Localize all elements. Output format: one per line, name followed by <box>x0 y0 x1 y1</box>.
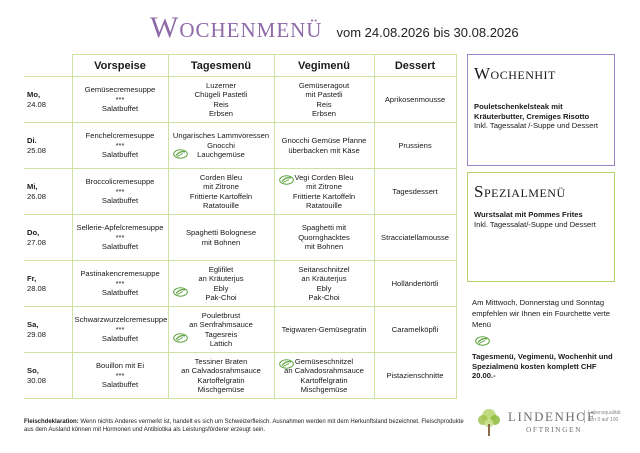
dessert-cell <box>374 215 456 261</box>
tagesmenu-cell <box>168 261 274 307</box>
tagesmenu-line: Pouletbrust <box>201 310 241 320</box>
day-name: Fr, <box>27 274 37 284</box>
tagesmenu-line: Ebly <box>213 283 229 293</box>
tagesmenu-line: Kartoffelgratin <box>197 375 245 385</box>
tagesmenu-line: Mischgemüse <box>197 384 245 394</box>
vorspeise-cell <box>72 261 168 307</box>
tagesmenu-line: Tessiner Braten <box>194 356 248 366</box>
vorspeise-line: Fenchelcremesuppe <box>85 131 155 141</box>
logo-name: LINDENHOF <box>508 409 596 424</box>
vorspeise-line: *** <box>115 370 125 380</box>
vorspeise-line: *** <box>115 186 125 196</box>
spezialmenu-extra: Inkl. Tagessalat/-Suppe und Dessert <box>474 219 596 229</box>
tagesmenu-line: Pak-Choi <box>205 292 237 302</box>
logo-tagline-2: von 0 auf 100 <box>588 416 619 423</box>
day-name: Di. <box>27 136 37 146</box>
vorspeise-line: Salatbuffet <box>101 334 139 344</box>
vorspeise-cell <box>72 307 168 353</box>
day-date: 26.08 <box>27 191 47 201</box>
day-cell <box>24 353 72 399</box>
tagesmenu-line: Gnocchi <box>207 140 235 150</box>
price-note: Tagesmenü, Vegimenü, Wochenhit und Spezialmenü kosten komplett CHF 20.00.- <box>472 352 613 381</box>
vegimenu-line: Seitanschnitzel <box>298 264 350 274</box>
vegimenu-line: Erbsen <box>311 108 337 118</box>
vorspeise-cell <box>72 353 168 399</box>
vorspeise-cell <box>72 169 168 215</box>
spezialmenu-box <box>467 172 615 282</box>
day-cell <box>24 261 72 307</box>
dessert-cell <box>374 169 456 215</box>
day-cell <box>24 307 72 353</box>
wochenhit-dish: Pouletschenkelsteak mit Kräuterbutter, Cremiges Risotto <box>474 102 590 121</box>
vorspeise-cell <box>72 215 168 261</box>
column-header-dessert: Dessert <box>374 55 456 77</box>
date-range: vom 24.08.2026 bis 30.08.2026 <box>336 25 519 40</box>
day-name: So, <box>27 366 39 376</box>
vorspeise-line: *** <box>115 324 125 334</box>
vorspeise-line: Bouillon mit Ei <box>95 361 145 371</box>
tagesmenu-line: Ungarisches Lammvoressen <box>172 131 270 141</box>
dessert-cell <box>374 77 456 123</box>
day-cell <box>24 169 72 215</box>
tree-icon <box>474 406 504 438</box>
vegimenu-line: Pak-Choi <box>308 292 340 302</box>
vegimenu-line: Mischgemüse <box>300 384 348 394</box>
vegimenu-line: an Calvadosrahmsauce <box>284 366 364 376</box>
vegimenu-line: Gemüseschnitzel <box>294 356 354 366</box>
vorspeise-line: *** <box>115 140 125 150</box>
day-name: Mi, <box>27 182 38 192</box>
vegimenu-line: Ratatouille <box>306 200 342 210</box>
vorspeise-line: Salatbuffet <box>101 380 139 390</box>
day-date: 24.08 <box>27 99 47 109</box>
column-header-day <box>24 55 72 77</box>
table-row <box>24 77 456 123</box>
tagesmenu-line: Tagesreis <box>204 329 238 339</box>
vegimenu-cell <box>274 77 374 123</box>
dessert-cell <box>374 261 456 307</box>
fourchette-verte-icon <box>279 175 294 185</box>
table-row <box>24 215 456 261</box>
dessert-line: Pistazienschnitte <box>386 370 444 380</box>
column-header-vegimenu: Vegimenü <box>274 55 374 77</box>
vegimenu-line: Spaghetti mit Quornghacktes <box>298 223 350 242</box>
vegimenu-line: Reis <box>316 99 332 109</box>
logo-tagline <box>584 410 621 423</box>
vorspeise-line: Salatbuffet <box>101 288 139 298</box>
fourchette-note: Am Mittwoch, Donnerstag und Sonntag empfehlen wir Ihnen ein Fourchette verte Menü <box>472 298 611 329</box>
vorspeise-line: *** <box>115 278 125 288</box>
vegimenu-line: mit Pastetli <box>305 90 343 100</box>
vegimenu-line: Frittierte Kartoffeln <box>292 191 356 201</box>
vegimenu-line: mit Bohnen <box>304 242 344 252</box>
vegimenu-cell <box>274 169 374 215</box>
day-date: 30.08 <box>27 375 47 385</box>
dessert-line: Caramelköpfli <box>391 324 439 334</box>
menu-table <box>24 54 457 399</box>
vorspeise-line: *** <box>115 94 125 104</box>
vegimenu-line: Vegi Corden Bleu <box>294 172 354 182</box>
dessert-line: Aprikosenmousse <box>384 94 446 104</box>
day-date: 28.08 <box>27 283 47 293</box>
vegimenu-line: mit Zitrone <box>306 182 342 192</box>
tagesmenu-cell <box>168 123 274 169</box>
tagesmenu-cell <box>168 77 274 123</box>
vorspeise-line: Gemüsecremesuppe <box>84 85 156 95</box>
tagesmenu-line: Ratatouille <box>203 200 239 210</box>
tagesmenu-line: an Calvadosrahmsauce <box>181 366 261 376</box>
column-header-vorspeise: Vorspeise <box>72 55 168 77</box>
vorspeise-line: Sellerie-Apfelcremesuppe <box>76 223 164 233</box>
vegimenu-line: überbacken mit Käse <box>288 145 360 155</box>
vorspeise-line: Salatbuffet <box>101 104 139 114</box>
tagesmenu-cell <box>168 353 274 399</box>
logo-sub: OFTRINGEN <box>526 425 582 434</box>
tagesmenu-line: an Kräuterjus <box>198 274 244 284</box>
footer-declaration <box>24 418 464 434</box>
vegimenu-line: Teigwaren-Gemüsegratin <box>281 324 367 334</box>
tagesmenu-cell <box>168 307 274 353</box>
tagesmenu-line: an Senfrahmsauce <box>189 320 253 330</box>
tagesmenu-line: Reis <box>213 99 229 109</box>
dessert-line: Holländertörtli <box>391 278 439 288</box>
day-cell <box>24 215 72 261</box>
wochenhit-title: Wochenhit <box>474 64 556 83</box>
vegimenu-line: Gemüseragout <box>298 80 350 90</box>
column-header-tagesmenu: Tagesmenü <box>168 55 274 77</box>
vegimenu-cell <box>274 123 374 169</box>
tagesmenu-cell <box>168 215 274 261</box>
tagesmenu-line: mit Zitrone <box>203 182 239 192</box>
fourchette-verte-icon <box>173 333 188 343</box>
tagesmenu-line: Lattich <box>209 338 233 348</box>
vorspeise-line: Schwarzwurzelcremesuppe <box>74 315 168 325</box>
tagesmenu-line: Erbsen <box>208 108 234 118</box>
footer-label: Fleischdeklaration: <box>24 419 79 425</box>
vegimenu-line: Ebly <box>316 283 332 293</box>
spezialmenu-title: Spezialmenü <box>474 182 566 201</box>
tagesmenu-line: Frittierte Kartoffeln <box>189 191 253 201</box>
tagesmenu-line: Chügeli Pastetli <box>194 90 248 100</box>
dessert-cell <box>374 353 456 399</box>
dessert-line: Stracciatellamousse <box>381 232 449 242</box>
tagesmenu-line: Corden Bleu <box>199 172 243 182</box>
menu-body <box>24 77 456 399</box>
fourchette-verte-icon <box>173 287 188 297</box>
spezialmenu-dish: Wurstsalat mit Pommes Frites <box>474 210 583 219</box>
vegimenu-cell <box>274 261 374 307</box>
table-row <box>24 123 456 169</box>
vorspeise-line: Salatbuffet <box>101 150 139 160</box>
day-name: Mo, <box>27 90 41 100</box>
lindenhof-logo <box>474 406 624 440</box>
tagesmenu-line: Lauchgemüse <box>197 150 245 160</box>
table-row <box>24 353 456 399</box>
vegimenu-line: an Kräuterjus <box>301 274 347 284</box>
vorspeise-line: Salatbuffet <box>101 242 139 252</box>
footer-text: Wenn nichts Anderes vermerkt ist, handelt es sich um Schweizerfleisch. Ausnahmen werden mit dem Herkunftsland bezeichnet. Fleischprodukte aus dem Ausland können mit Hormonen und Antibiotika als Leistungsförderer erzeugt sein. <box>24 419 464 433</box>
page-title: Wochenmenü <box>150 11 323 44</box>
day-date: 27.08 <box>27 237 47 247</box>
day-cell <box>24 77 72 123</box>
dessert-line: Prussiens <box>398 140 432 150</box>
vegimenu-cell <box>274 307 374 353</box>
vegimenu-line: Gnocchi Gemüse Pfanne <box>281 136 367 146</box>
logo-tagline-1: Lebensqualität <box>588 410 621 416</box>
table-row <box>24 307 456 353</box>
vorspeise-cell <box>72 123 168 169</box>
tagesmenu-line: Spaghetti Bolognese <box>185 228 257 238</box>
table-row <box>24 169 456 215</box>
fourchette-verte-icon <box>173 149 188 159</box>
day-cell <box>24 123 72 169</box>
tagesmenu-cell <box>168 169 274 215</box>
vorspeise-line: Broccolicremesuppe <box>85 177 155 187</box>
vorspeise-line: Pastinakencremesuppe <box>80 269 160 279</box>
table-row <box>24 261 456 307</box>
vorspeise-line: *** <box>115 232 125 242</box>
tagesmenu-line: Eglifilet <box>208 264 234 274</box>
tagesmenu-line: Luzerner <box>206 80 236 90</box>
vegimenu-line: Kartoffelgratin <box>300 375 348 385</box>
wochenhit-box <box>467 54 615 166</box>
tagesmenu-line: mit Bohnen <box>201 237 241 247</box>
day-name: Sa, <box>27 320 39 330</box>
fourchette-verte-icon <box>475 333 490 343</box>
vegimenu-cell <box>274 353 374 399</box>
page-header <box>150 10 519 46</box>
vorspeise-cell <box>72 77 168 123</box>
day-name: Do, <box>27 228 40 238</box>
day-date: 25.08 <box>27 145 47 155</box>
dessert-line: Tagesdessert <box>392 186 438 196</box>
wochenhit-extra: Inkl. Tagessalat /-Suppe und Dessert <box>474 121 598 131</box>
fourchette-verte-icon <box>279 359 294 369</box>
dessert-cell <box>374 307 456 353</box>
vorspeise-line: Salatbuffet <box>101 196 139 206</box>
dessert-cell <box>374 123 456 169</box>
day-date: 29.08 <box>27 329 47 339</box>
vegimenu-cell <box>274 215 374 261</box>
